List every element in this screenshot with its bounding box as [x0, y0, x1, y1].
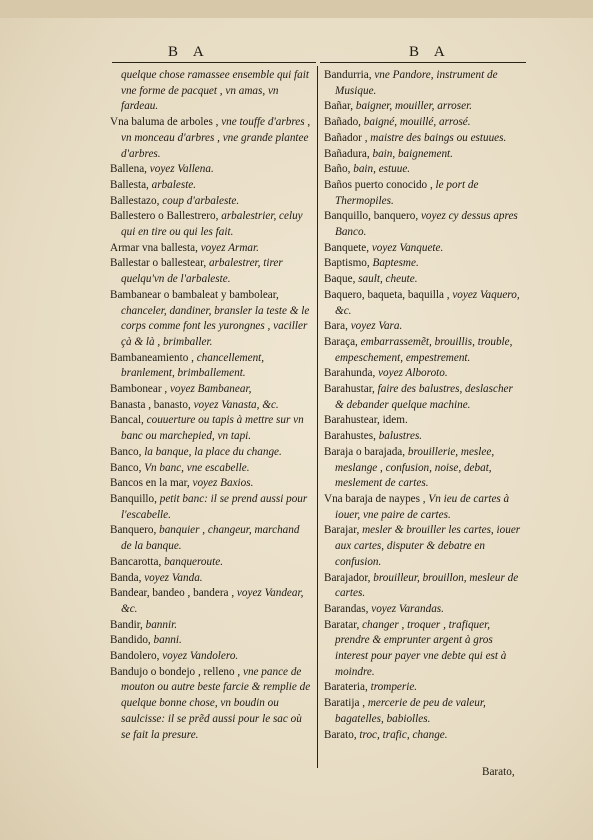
definition: voyez Vandolero.: [162, 650, 239, 663]
definition: voyez Varandas.: [371, 602, 444, 615]
dictionary-entry: [324, 618, 524, 681]
dictionary-entry: [324, 319, 524, 335]
dictionary-entry: [324, 335, 524, 366]
definition: vne touffe d'arbres , vn monceau d'arbres , vne grande plantee d'arbres.: [121, 116, 311, 160]
dictionary-entry: [110, 571, 312, 587]
headword: Bandear, bandeo , bandera ,: [110, 587, 235, 600]
definition: Vn ieu de cartes à iouer, vne paire de cartes.: [335, 492, 510, 521]
definition: voyez Baxios.: [192, 477, 254, 490]
dictionary-entry: [110, 256, 312, 287]
dictionary-entry: [324, 68, 524, 99]
dictionary-entry: [324, 288, 524, 319]
header-rule-left: [112, 62, 316, 63]
definition: voyez Vara.: [350, 320, 403, 333]
definition: balustres.: [378, 430, 423, 443]
dictionary-entry: [110, 209, 312, 240]
definition: voyez cy dessus apres Banco.: [335, 210, 518, 239]
dictionary-entry: [110, 476, 312, 492]
headword: Bañar,: [324, 100, 354, 113]
definition: mesler & brouiller les cartes, iouer aux cartes, disputer & debatre en confusion.: [335, 524, 521, 568]
headword: Barandas,: [324, 602, 369, 615]
headword: Bañador ,: [324, 131, 368, 144]
dictionary-entry: [110, 115, 312, 162]
headword: Baratar,: [324, 618, 360, 631]
dictionary-entry: [324, 382, 524, 413]
headword: Bara,: [324, 320, 348, 333]
headword: Bambaneamiento ,: [110, 351, 194, 364]
headword: Bañadura,: [324, 147, 370, 160]
dictionary-entry: [110, 523, 312, 554]
dictionary-entry: [110, 649, 312, 665]
headword: Armar vna ballesta,: [110, 241, 198, 254]
dictionary-entry: [324, 571, 524, 602]
definition: banni.: [153, 634, 182, 647]
dictionary-entry: [110, 194, 312, 210]
definition: maistre des baings ou estuues.: [370, 131, 507, 144]
headword: Baptismo,: [324, 257, 370, 270]
headword: Bambonear ,: [110, 383, 168, 396]
dictionary-entry: [110, 413, 312, 444]
dictionary-entry: [324, 696, 524, 727]
definition: brouillerie, meslee, meslange , confusion, noise, debat, meslement de cartes.: [335, 445, 495, 490]
definition: bain, estuue.: [353, 163, 411, 176]
headword: Barato,: [324, 728, 357, 741]
headword: Baños puerto conocido ,: [324, 178, 433, 191]
definition: Vn banc, vne escabelle.: [144, 461, 250, 474]
headword: Baquero, baqueta, baquilla ,: [324, 288, 450, 301]
definition: banquier , changeur, marchand de la banque.: [121, 524, 300, 553]
definition: voyez Vandear, &c.: [121, 587, 304, 615]
dictionary-entry: [324, 209, 524, 240]
headword: Baratija ,: [324, 697, 366, 710]
definition: brouilleur, brouillon, mesleur de cartes.: [335, 571, 519, 600]
right-column: [324, 68, 524, 743]
dictionary-entry: [324, 241, 524, 257]
definition: baigner, mouiller, arroser.: [355, 100, 472, 113]
definition: arbalestrier, celuy qui en tire ou qui les fait.: [121, 210, 303, 239]
definition: tromperie.: [370, 681, 418, 694]
dictionary-entry: [110, 288, 312, 351]
definition: le port de Thermopiles.: [335, 178, 479, 207]
dictionary-entry: [110, 665, 312, 744]
dictionary-entry: [324, 366, 524, 382]
dictionary-entry: [110, 398, 312, 414]
definition: arbaleste.: [151, 178, 197, 191]
definition: changer , troquer , trafiquer, prendre & emprunter argent à gros interest pour payer vne debte qui est à moindre.: [335, 618, 507, 678]
definition: baigné, mouillé, arrosé.: [363, 116, 471, 129]
headword: Banco,: [110, 445, 142, 458]
definition: chancellement, branlement, brimballement.: [121, 351, 265, 380]
dictionary-entry: [110, 351, 312, 382]
dictionary-entry: [324, 523, 524, 570]
scan-edge: [0, 0, 593, 18]
dictionary-entry: [324, 272, 524, 288]
dictionary-entry: [324, 131, 524, 147]
definition: voyez Alboroto.: [378, 367, 448, 380]
column-divider: [317, 66, 318, 768]
definition: embarrassemẽt, brouillis, trouble, empeschement, empestrement.: [335, 335, 513, 364]
dictionary-entry: [324, 445, 524, 492]
dictionary-entry: [324, 162, 524, 178]
definition: arbalestrer, tirer quelqu'vn de l'arbaleste.: [121, 257, 283, 286]
headword: Baño,: [324, 163, 351, 176]
dictionary-entry: [110, 555, 312, 571]
dictionary-entry: [324, 115, 524, 131]
definition: banqueroute.: [164, 555, 223, 568]
running-head-right: B A: [409, 44, 451, 60]
definition: la banque, la place du change.: [144, 445, 282, 458]
catchword: Barato,: [482, 766, 515, 778]
definition: voyez Armar.: [200, 241, 259, 254]
headword: Baraja o barajada,: [324, 445, 406, 458]
definition: mercerie de peu de valeur, bagatelles, babiolles.: [335, 697, 486, 725]
left-column: [110, 68, 312, 743]
headword: Barahustar,: [324, 383, 375, 396]
headword: Bancal,: [110, 414, 144, 427]
headword: Bandujo o bondejo , relleno ,: [110, 665, 241, 678]
definition: voyez Vanda.: [144, 571, 203, 584]
definition: voyez Vallena.: [149, 163, 214, 176]
dictionary-entry: [110, 492, 312, 523]
definition: faire des balustres, deslascher & debander quelque machine.: [335, 383, 513, 411]
definition: voyez Bambanear,: [169, 383, 252, 396]
headword: Bañado,: [324, 116, 361, 129]
definition: chanceler, dandiner, bransler la teste & le corps comme font les yurongnes , vaciller çà & là , brimballer.: [121, 304, 310, 348]
headword: Barahustear, idem.: [324, 414, 408, 427]
headword: Bancos en la mar,: [110, 477, 190, 490]
headword: Banquete,: [324, 241, 370, 254]
headword: Vna baluma de arboles ,: [110, 116, 219, 129]
headword: Bandido,: [110, 634, 151, 647]
headword: Baraça,: [324, 335, 358, 348]
definition: petit banc: il se prend aussi pour l'escabelle.: [121, 492, 308, 521]
definition: troc, trafic, change.: [359, 728, 448, 741]
headword: Banasta , banasto,: [110, 398, 191, 411]
headword: Ballestazo,: [110, 194, 160, 207]
definition: bannir.: [145, 618, 178, 631]
definition: Baptesme.: [372, 257, 419, 270]
dictionary-entry: [110, 241, 312, 257]
headword: Banda,: [110, 571, 142, 584]
dictionary-entry: [324, 256, 524, 272]
headword: Baque,: [324, 273, 356, 286]
headword: Ballena,: [110, 163, 147, 176]
dictionary-entry: [110, 633, 312, 649]
headword: Bandurria,: [324, 69, 372, 81]
headword: Bancarotta,: [110, 555, 162, 568]
headword: Ballestero o Ballestrero,: [110, 210, 219, 223]
header-rule-right: [320, 62, 526, 63]
headword: Bambanear o bambaleat y bambolear,: [110, 288, 279, 301]
dictionary-entry: [324, 680, 524, 696]
headword: Vna baraja de naypes ,: [324, 492, 426, 505]
definition: vne pance de mouton ou autre beste farcie & remplie de quelque bonne chose, vn boudin ou saulcisse: il se prẽd aussi pour le sac où se fait la presure.: [121, 665, 311, 741]
definition: coup d'arbaleste.: [162, 194, 240, 207]
dictionary-entry: [110, 618, 312, 634]
headword: Barateria,: [324, 681, 368, 694]
dictionary-entry: [324, 602, 524, 618]
headword: Banquillo, banquero,: [324, 210, 419, 223]
definition: quelque chose ramassee ensemble qui fait vne forme de pacquet , vn amas, vn fardeau.: [121, 69, 309, 113]
dictionary-entry: [324, 728, 524, 744]
headword: Banquero,: [110, 524, 157, 537]
headword: Barahunda,: [324, 367, 376, 380]
definition: couuerture ou tapis à mettre sur vn banc ou marchepied, vn tapi.: [121, 414, 304, 443]
dictionary-entry: [324, 413, 524, 429]
headword: Barajador,: [324, 571, 371, 584]
definition: sault, cheute.: [358, 273, 418, 286]
headword: Barajar,: [324, 524, 360, 537]
headword: Ballestar o ballestear,: [110, 257, 207, 270]
dictionary-entry: [110, 461, 312, 477]
definition: vne Pandore, instrument de Musique.: [335, 69, 498, 97]
dictionary-entry: [110, 178, 312, 194]
definition: voyez Vanquete.: [371, 241, 444, 254]
headword: Ballesta,: [110, 178, 149, 191]
dictionary-entry: [110, 586, 312, 617]
dictionary-entry: [324, 99, 524, 115]
dictionary-entry: [324, 147, 524, 163]
dictionary-entry: [110, 162, 312, 178]
headword: Banco,: [110, 461, 142, 474]
definition: voyez Vanasta, &c.: [193, 398, 279, 411]
dictionary-entry: [324, 429, 524, 445]
running-head-left: B A: [168, 44, 210, 60]
definition: voyez Vaquero, &c.: [335, 288, 520, 317]
dictionary-entry: [110, 445, 312, 461]
dictionary-entry: [324, 492, 524, 523]
dictionary-entry: [324, 178, 524, 209]
headword: Bandolero,: [110, 650, 160, 663]
headword: Barahustes,: [324, 430, 376, 443]
headword: Banquillo,: [110, 492, 157, 505]
dictionary-entry: [110, 382, 312, 398]
dictionary-entry: [110, 68, 312, 115]
headword: Bandir,: [110, 618, 143, 631]
definition: bain, baignement.: [372, 147, 453, 160]
